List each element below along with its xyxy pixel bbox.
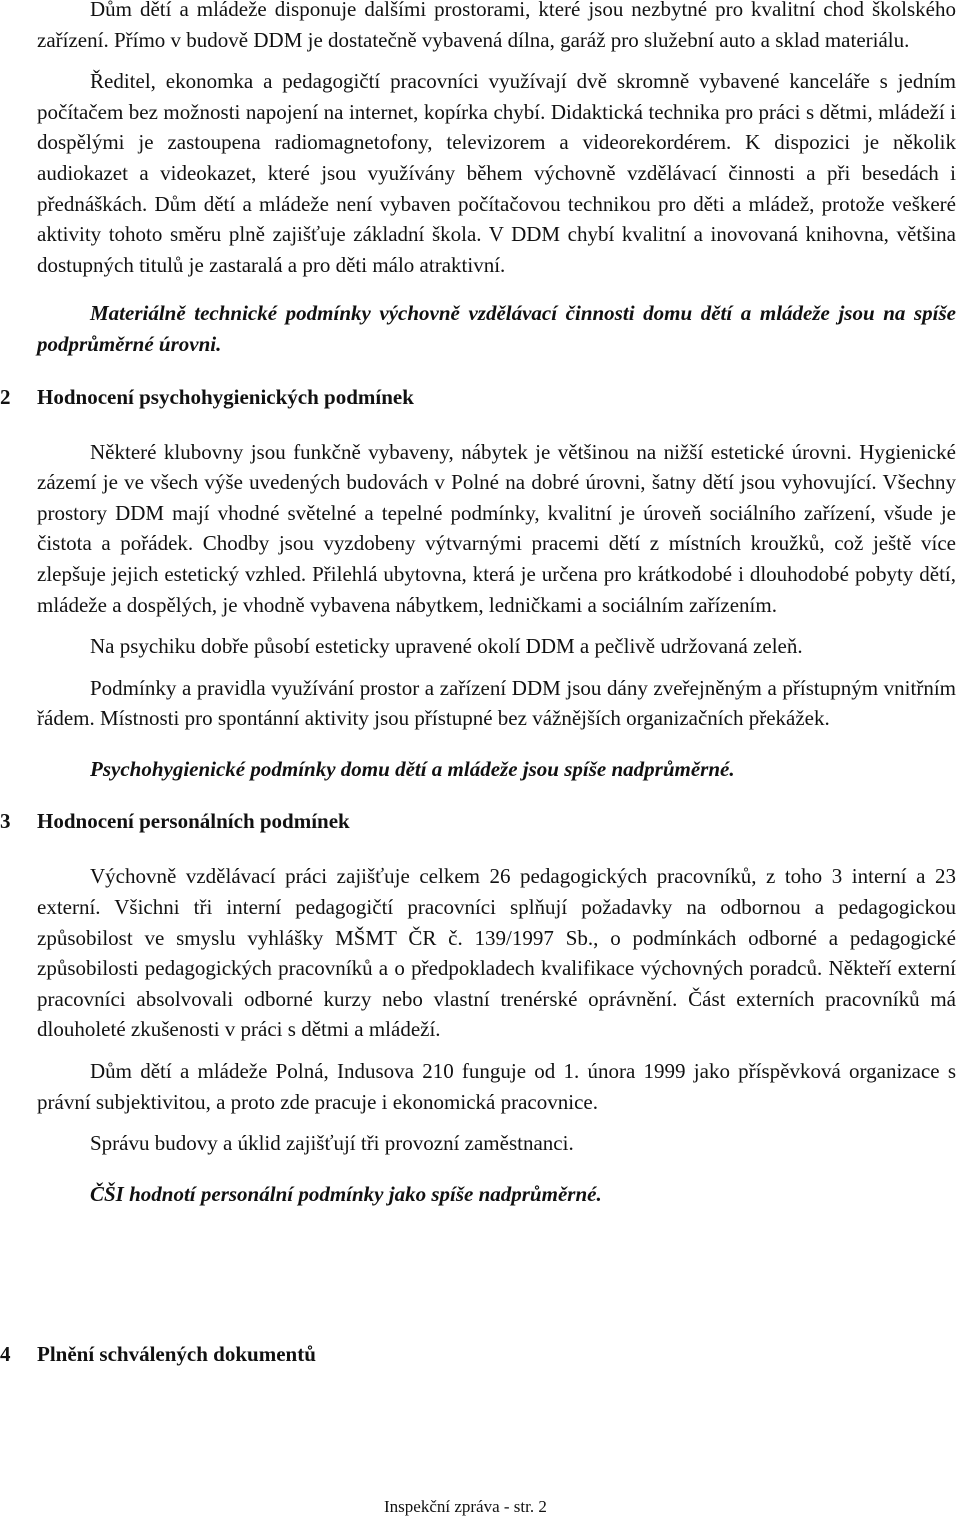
section-heading	[0, 806, 956, 836]
section-title: Hodnocení psychohygienických podmínek	[37, 384, 414, 409]
section-conclusion: Psychohygienické podmínky domu dětí a mládeže jsou spíše nadprůměrné.	[90, 756, 735, 781]
section-title: Plnění schválených dokumentů	[37, 1342, 316, 1367]
section-documents	[0, 1339, 956, 1369]
section-psychohygiene	[0, 382, 956, 785]
section-conclusion: Materiálně technické podmínky výchovně vzdělávací činnosti domu dětí a mládeže jsou na spíše podprůměrné úrovni.	[37, 301, 956, 356]
page-footer: Inspekční zpráva - str. 2	[384, 1497, 547, 1516]
section-title: Hodnocení personálních podmínek	[37, 809, 350, 834]
paragraph: Výchovně vzdělávací práci zajišťuje celkem 26 pedagogických pracovníků, z toho 3 interní a 23 externí. Všichni tři interní pedagogičtí pracovníci splňují požadavky na odbornou a pedagogickou způsobilost ve smyslu vyhlášky MŠMT ČR č. 139/1997 Sb., o podmínkách odborné a pedagogické způsobilosti pedagogických pracovníků a o předpokladech kvalifikace výchovných poradců. Někteří externí pracovníci absolvovali odborné kurzy nebo vlastní trenérské oprávnění. Část externích pracovníků má dlouholeté zkušenosti v práci s dětmi a mládeží.	[37, 864, 956, 1042]
paragraph: Dům dětí a mládeže Polná, Indusova 210 funguje od 1. února 1999 jako příspěvková organizace s právní subjektivitou, a proto zde pracuje i ekonomická pracovnice.	[37, 1059, 956, 1114]
section-number: 3	[0, 809, 11, 834]
section-number: 4	[0, 1342, 11, 1367]
section-heading	[0, 382, 956, 412]
paragraph: Ředitel, ekonomka a pedagogičtí pracovníci využívají dvě skromně vybavené kanceláře s jedním počítačem bez možnosti napojení na internet, kopírka chybí. Didaktická technika pro práci s dětmi, mládeží i dospělými je zastoupena radiomagnetofony, televizorem a videorekordérem. K dispozici je několik audiokazet a videokazet, které jsou využívány během výchovně vzdělávací činnosti a při besedách i přednáškách. Dům dětí a mládeže není vybaven počítačovou technikou pro děti a mládež, protože veškeré aktivity tohoto směru plně zajišťuje základní škola. V DDM chybí kvalitní a inovovaná knihovna, většina dostupných titulů je zastaralá a pro děti málo atraktivní.	[37, 69, 956, 277]
section-heading	[0, 1339, 956, 1369]
section-personnel	[0, 806, 956, 1209]
paragraph: Některé klubovny jsou funkčně vybaveny, nábytek je většinou na nižší estetické úrovni. Hygienické zázemí je ve všech výše uvedených budovách v Polné na dobré úrovni, šatny dětí jsou vyhovující. Všechny prostory DDM mají vhodné světelné a tepelné podmínky, kvalitní je úroveň sociálního zařízení, všude je čistota a pořádek. Chodby jsou vyzdobeny výtvarnými pracemi dětí z místních kroužků, což ještě více zlepšuje jejich estetický vzhled. Přilehlá ubytovna, která je určena pro krátkodobé i dlouhodobé pobyty dětí, mládeže a dospělých, je vhodně vybavena nábytkem, ledničkami a sociálním zařízením.	[37, 439, 956, 617]
section-conclusion: ČŠI hodnotí personální podmínky jako spíše nadprůměrné.	[90, 1181, 602, 1206]
paragraph: Na psychiku dobře působí esteticky upravené okolí DDM a pečlivě udržovaná zeleň.	[90, 634, 803, 659]
section-material-conditions	[37, 0, 956, 360]
paragraph: Podmínky a pravidla využívání prostor a zařízení DDM jsou dány zveřejněným a přístupným vnitřním řádem. Místnosti pro spontánní aktivity jsou přístupné bez vážnějších organizačních překážek.	[37, 675, 956, 731]
paragraph: Správu budovy a úklid zajišťují tři provozní zaměstnanci.	[90, 1131, 574, 1156]
paragraph: Dům dětí a mládeže disponuje dalšími prostorami, které jsou nezbytné pro kvalitní chod školského zařízení. Přímo v budově DDM je dostatečně vybavená dílna, garáž pro služební auto a sklad materiálu.	[37, 0, 956, 52]
section-number: 2	[0, 384, 11, 409]
